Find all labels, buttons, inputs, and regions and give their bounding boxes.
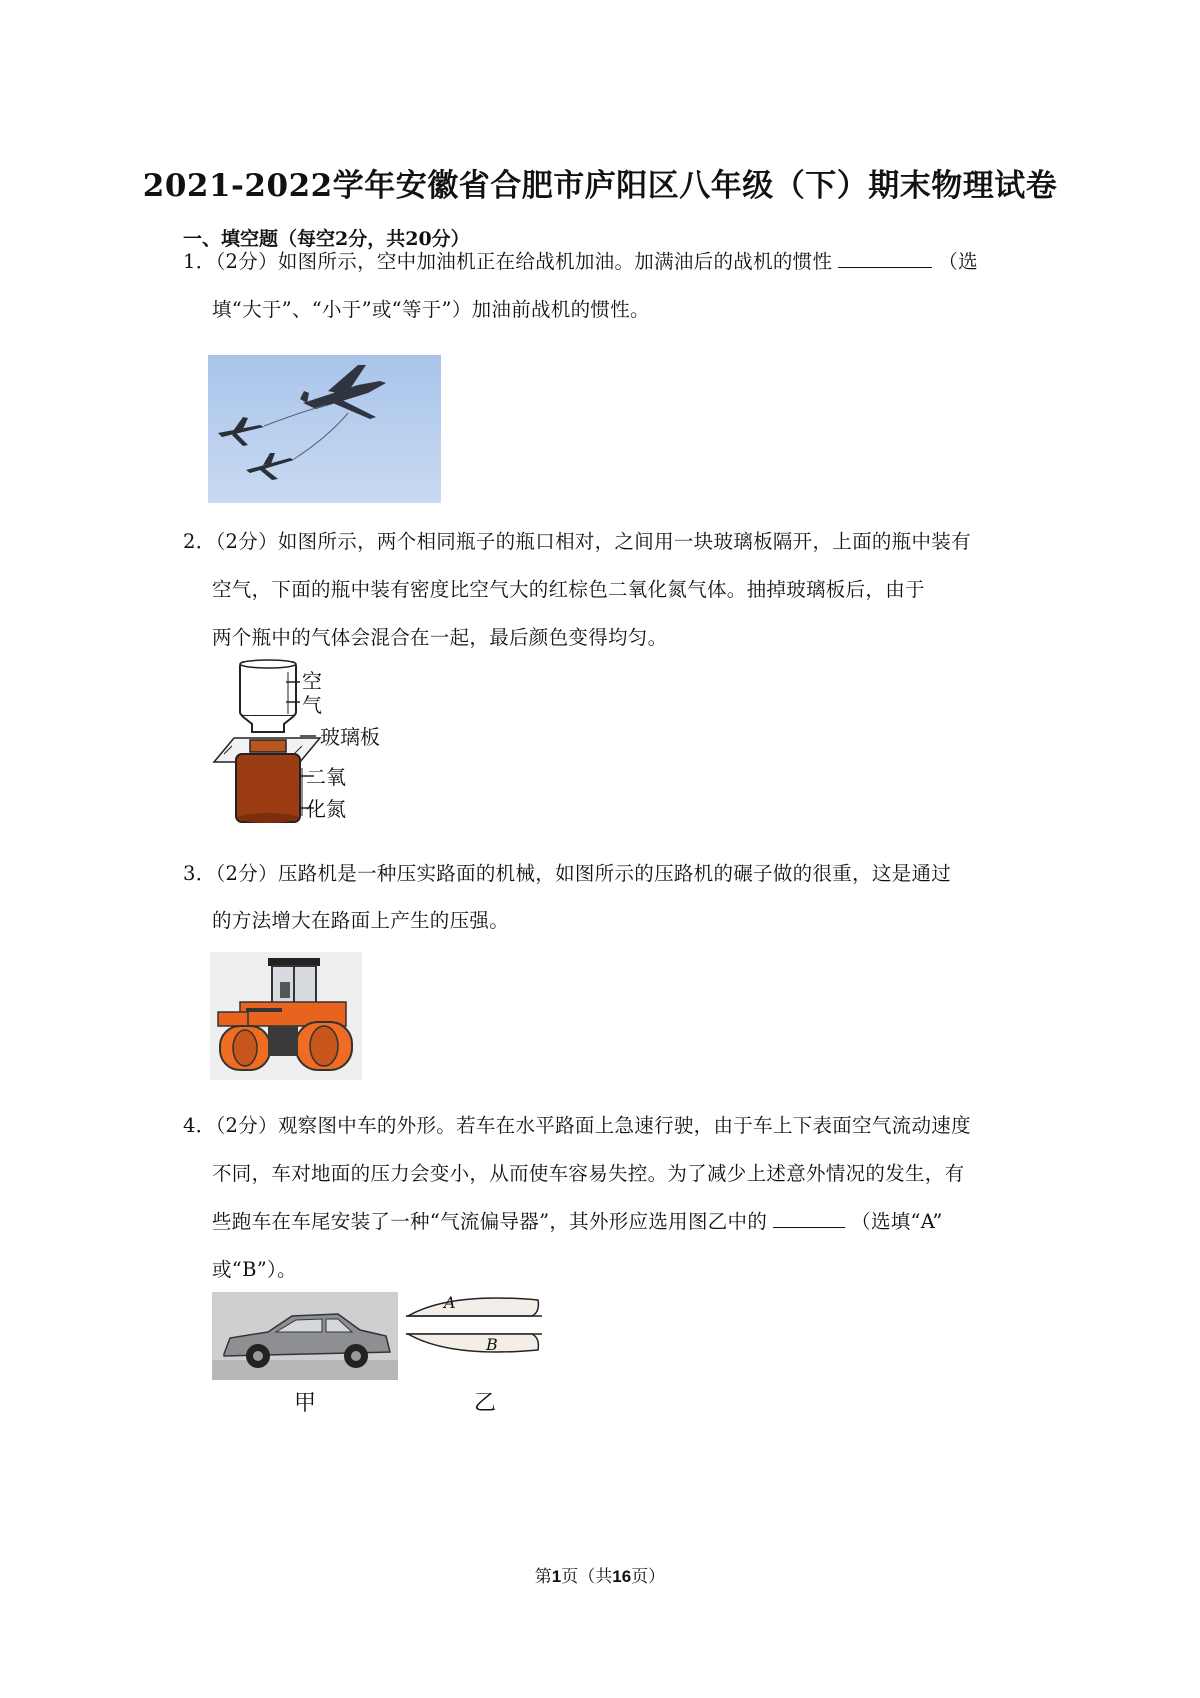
footer-page-number: 1 [551,1567,562,1586]
road-roller-image [210,952,362,1080]
q2-line1: 2．（2分）如图所示，两个相同瓶子的瓶口相对，之间用一块玻璃板隔开，上面的瓶中装有 [183,530,971,553]
footer-mid: 页（共 [561,1567,613,1587]
q1-line2: 填“大于”、“小于”或“等于”）加油前战机的惯性。 [212,298,650,321]
q4-line3 [212,1206,943,1234]
figure-label-jia: 甲 [294,1391,317,1416]
page-title: 2021-2022学年安徽省合肥市庐阳区八年级（下）期末物理试卷 [142,168,1058,204]
aerial-refueling-image [208,355,441,503]
q4-text-pre: 些跑车在车尾安装了一种“气流偏导器”，其外形应选用图乙中的 [212,1210,768,1233]
footer-pre: 第 [534,1567,552,1587]
q1-answer-blank[interactable] [838,247,932,268]
q4-answer-blank[interactable] [773,1207,845,1228]
q3-line2: 的方法增大在路面上产生的压强。 [212,909,510,932]
label-no2-2: 化氮 [306,797,346,821]
section-heading: 一、填空题（每空2分，共20分） [183,228,470,250]
label-glass-plate: 玻璃板 [320,725,380,749]
q4-line4: 或“B”）。 [212,1258,297,1281]
q1-text-pre: 1．（2分）如图所示，空中加油机正在给战机加油。加满油后的战机的惯性 [183,250,833,273]
page-footer [0,1562,1200,1587]
gas-diffusion-bottles-figure [210,658,410,828]
q4-line2: 不同，车对地面的压力会变小，从而使车容易失控。为了减少上述意外情况的发生，有 [212,1162,965,1185]
q2-line2: 空气，下面的瓶中装有密度比空气大的红棕色二氧化氮气体。抽掉玻璃板后，由于 [212,578,925,601]
figure-label-yi: 乙 [474,1391,497,1416]
q4-line1: 4．（2分）观察图中车的外形。若车在水平路面上急速行驶，由于车上下表面空气流动速度 [183,1114,971,1137]
footer-total-pages: 16 [612,1567,632,1586]
q1-line1 [183,246,978,274]
label-air-2: 气 [302,693,322,717]
q1-text-post: （选 [938,250,978,273]
airfoil-label-b: B [486,1335,498,1354]
airfoil-label-a: A [444,1293,456,1312]
car-and-airfoil-figure [210,1290,550,1418]
footer-post: 页） [631,1567,666,1587]
q4-text-post: （选填“A” [851,1210,943,1233]
label-air-1: 空 [302,669,322,693]
q2-line3: 两个瓶中的气体会混合在一起，最后颜色变得均匀。 [212,626,668,649]
label-no2-1: 二氧 [306,765,346,789]
q3-line1: 3．（2分）压路机是一种压实路面的机械，如图所示的压路机的碾子做的很重，这是通过 [183,862,952,885]
